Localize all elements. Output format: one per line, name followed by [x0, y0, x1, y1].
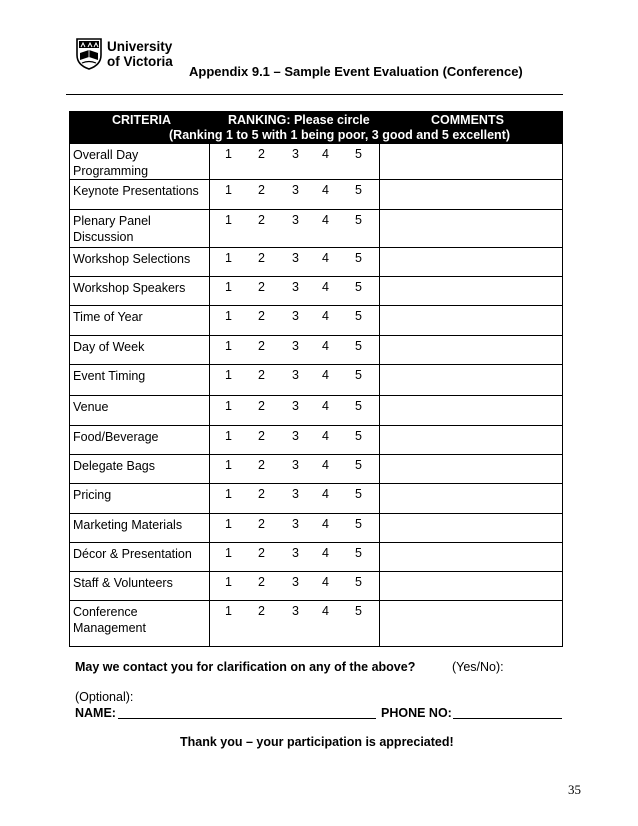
table-row	[70, 543, 563, 572]
rating-option[interactable]: 3	[292, 458, 299, 472]
rating-option[interactable]: 3	[292, 575, 299, 589]
criteria-cell	[70, 601, 210, 647]
rating-option[interactable]: 4	[322, 546, 329, 560]
rating-option[interactable]: 4	[322, 368, 329, 382]
table-row	[70, 572, 563, 601]
criteria-header: CRITERIA	[112, 113, 172, 127]
comments-cell[interactable]	[380, 543, 563, 572]
ranking-cell	[210, 514, 380, 543]
criteria-cell	[70, 455, 210, 484]
table-row	[70, 455, 563, 484]
rating-option[interactable]: 5	[355, 368, 362, 382]
ranking-note: (Ranking 1 to 5 with 1 being poor, 3 good and 5 excellent)	[169, 128, 511, 142]
rating-option[interactable]: 3	[292, 339, 299, 353]
ranking-cell	[210, 543, 380, 572]
criteria-label: Food/Beverage	[73, 430, 159, 444]
comments-cell[interactable]	[380, 336, 563, 365]
page-number: 35	[568, 782, 581, 797]
rating-option[interactable]: 1	[225, 429, 232, 443]
rating-option[interactable]: 3	[292, 251, 299, 265]
rating-option[interactable]: 1	[225, 147, 232, 161]
table-row	[70, 306, 563, 336]
table-row	[70, 180, 563, 210]
rating-option[interactable]: 2	[258, 517, 265, 531]
comments-cell[interactable]	[380, 306, 563, 336]
rating-option[interactable]: 5	[355, 575, 362, 589]
rating-option[interactable]: 4	[322, 309, 329, 323]
comments-cell[interactable]	[380, 248, 563, 277]
rating-option[interactable]: 2	[258, 429, 265, 443]
comments-cell[interactable]	[380, 514, 563, 543]
rating-option[interactable]: 3	[292, 147, 299, 161]
rating-option[interactable]: 4	[322, 339, 329, 353]
rating-option[interactable]: 1	[225, 604, 232, 618]
rating-option[interactable]: 2	[258, 147, 265, 161]
comments-cell[interactable]	[380, 210, 563, 248]
rating-option[interactable]: 4	[322, 280, 329, 294]
phone-label: PHONE NO:	[381, 706, 452, 720]
criteria-label: Management	[73, 621, 146, 635]
ranking-cell	[210, 365, 380, 396]
table-row	[70, 426, 563, 455]
criteria-label: Event Timing	[73, 369, 146, 383]
rating-option[interactable]: 2	[258, 368, 265, 382]
criteria-label: Plenary Panel	[73, 214, 151, 228]
rating-option[interactable]: 4	[322, 251, 329, 265]
table-row	[70, 210, 563, 248]
ranking-cell	[210, 426, 380, 455]
ranking-cell	[210, 306, 380, 336]
rating-option[interactable]: 2	[258, 399, 265, 413]
criteria-label: Venue	[73, 400, 109, 414]
rating-option[interactable]: 1	[225, 251, 232, 265]
table-row	[70, 396, 563, 426]
comments-cell[interactable]	[380, 144, 563, 180]
rating-option[interactable]: 5	[355, 309, 362, 323]
criteria-cell	[70, 180, 210, 210]
crest-icon	[76, 38, 102, 70]
table-row	[70, 484, 563, 514]
comments-cell[interactable]	[380, 484, 563, 514]
rating-option[interactable]: 5	[355, 604, 362, 618]
university-logo	[76, 38, 176, 72]
comments-cell[interactable]	[380, 455, 563, 484]
rating-option[interactable]: 2	[258, 251, 265, 265]
rating-option[interactable]: 2	[258, 280, 265, 294]
criteria-label: Workshop Speakers	[73, 281, 186, 295]
rating-option[interactable]: 5	[355, 251, 362, 265]
criteria-label: Overall Day	[73, 148, 139, 162]
name-field[interactable]	[118, 718, 376, 719]
comments-cell[interactable]	[380, 365, 563, 396]
rating-option[interactable]: 2	[258, 487, 265, 501]
rating-option[interactable]: 4	[322, 487, 329, 501]
rating-option[interactable]: 2	[258, 339, 265, 353]
rating-option[interactable]: 3	[292, 213, 299, 227]
rating-option[interactable]: 1	[225, 487, 232, 501]
rating-option[interactable]: 2	[258, 309, 265, 323]
rating-option[interactable]: 5	[355, 458, 362, 472]
ranking-cell	[210, 396, 380, 426]
criteria-cell	[70, 336, 210, 365]
rating-option[interactable]: 2	[258, 183, 265, 197]
rating-option[interactable]: 1	[225, 368, 232, 382]
rating-option[interactable]: 1	[225, 575, 232, 589]
ranking-cell	[210, 336, 380, 365]
logo-line2: of Victoria	[107, 54, 173, 69]
ranking-cell	[210, 144, 380, 180]
rating-option[interactable]: 1	[225, 183, 232, 197]
phone-field[interactable]	[453, 718, 562, 719]
rating-option[interactable]: 3	[292, 604, 299, 618]
logo-line1: University	[107, 39, 173, 54]
rating-option[interactable]: 4	[322, 213, 329, 227]
table-header-row	[70, 112, 563, 144]
rating-option[interactable]: 2	[258, 546, 265, 560]
rating-option[interactable]: 3	[292, 487, 299, 501]
criteria-cell	[70, 514, 210, 543]
rating-option[interactable]: 5	[355, 487, 362, 501]
rating-option[interactable]: 4	[322, 604, 329, 618]
table-row	[70, 336, 563, 365]
rating-option[interactable]: 5	[355, 147, 362, 161]
ranking-cell	[210, 601, 380, 647]
criteria-label: Pricing	[73, 488, 112, 502]
rating-option[interactable]: 2	[258, 604, 265, 618]
rating-option[interactable]: 1	[225, 517, 232, 531]
logo-wordmark	[107, 39, 173, 69]
rating-option[interactable]: 5	[355, 517, 362, 531]
criteria-cell	[70, 365, 210, 396]
rating-option[interactable]: 5	[355, 399, 362, 413]
rating-option[interactable]: 1	[225, 213, 232, 227]
criteria-label: Programming	[73, 164, 149, 178]
criteria-cell	[70, 210, 210, 248]
criteria-label: Delegate Bags	[73, 459, 156, 473]
rating-option[interactable]: 1	[225, 458, 232, 472]
comments-cell[interactable]	[380, 426, 563, 455]
criteria-cell	[70, 396, 210, 426]
table-row	[70, 277, 563, 306]
criteria-cell	[70, 484, 210, 514]
optional-label: (Optional):	[75, 690, 134, 704]
rating-option[interactable]: 1	[225, 309, 232, 323]
rating-option[interactable]: 3	[292, 309, 299, 323]
rating-option[interactable]: 3	[292, 183, 299, 197]
rating-option[interactable]: 2	[258, 458, 265, 472]
ranking-cell	[210, 277, 380, 306]
comments-cell[interactable]	[380, 396, 563, 426]
rating-option[interactable]: 4	[322, 399, 329, 413]
table-row	[70, 601, 563, 647]
rating-option[interactable]: 3	[292, 280, 299, 294]
rating-option[interactable]: 2	[258, 213, 265, 227]
page-title: Appendix 9.1 – Sample Event Evaluation (Conference)	[189, 64, 523, 79]
criteria-cell	[70, 543, 210, 572]
ranking-cell	[210, 484, 380, 514]
thank-you-message: Thank you – your participation is appreciated!	[180, 735, 454, 749]
rating-option[interactable]: 5	[355, 183, 362, 197]
yes-no-prompt[interactable]: (Yes/No):	[452, 660, 504, 674]
rating-option[interactable]: 4	[322, 517, 329, 531]
criteria-label: Time of Year	[73, 310, 143, 324]
rating-option[interactable]: 5	[355, 280, 362, 294]
criteria-cell	[70, 306, 210, 336]
rating-option[interactable]: 5	[355, 339, 362, 353]
rating-option[interactable]: 5	[355, 429, 362, 443]
ranking-cell	[210, 248, 380, 277]
rating-option[interactable]: 3	[292, 517, 299, 531]
criteria-cell	[70, 277, 210, 306]
rating-option[interactable]: 1	[225, 546, 232, 560]
rating-option[interactable]: 3	[292, 368, 299, 382]
table-row	[70, 144, 563, 180]
criteria-label: Workshop Selections	[73, 252, 191, 266]
criteria-cell	[70, 144, 210, 180]
rating-option[interactable]: 4	[322, 458, 329, 472]
criteria-cell	[70, 248, 210, 277]
comments-cell[interactable]	[380, 180, 563, 210]
rating-option[interactable]: 4	[322, 429, 329, 443]
criteria-label: Day of Week	[73, 340, 145, 354]
rating-option[interactable]: 4	[322, 147, 329, 161]
comments-cell[interactable]	[380, 277, 563, 306]
table-row	[70, 365, 563, 396]
rating-option[interactable]: 3	[292, 429, 299, 443]
comments-cell[interactable]	[380, 601, 563, 647]
table-header	[70, 112, 563, 144]
ranking-cell	[210, 572, 380, 601]
rating-option[interactable]: 5	[355, 213, 362, 227]
rating-option[interactable]: 2	[258, 575, 265, 589]
rating-option[interactable]: 3	[292, 399, 299, 413]
ranking-cell	[210, 210, 380, 248]
rating-option[interactable]: 5	[355, 546, 362, 560]
criteria-label: Conference	[73, 605, 138, 619]
rating-option[interactable]: 1	[225, 339, 232, 353]
ranking-header: RANKING: Please circle	[228, 113, 370, 127]
comments-cell[interactable]	[380, 572, 563, 601]
criteria-label: Marketing Materials	[73, 518, 183, 532]
criteria-label: Discussion	[73, 230, 134, 244]
rating-option[interactable]: 1	[225, 399, 232, 413]
criteria-label: Keynote Presentations	[73, 184, 199, 198]
rating-option[interactable]: 4	[322, 575, 329, 589]
ranking-cell	[210, 455, 380, 484]
evaluation-table	[69, 111, 563, 647]
rating-option[interactable]: 3	[292, 546, 299, 560]
rating-option[interactable]: 4	[322, 183, 329, 197]
criteria-cell	[70, 426, 210, 455]
title-divider	[66, 94, 563, 95]
rating-option[interactable]: 1	[225, 280, 232, 294]
name-label: NAME:	[75, 706, 116, 720]
table-row	[70, 248, 563, 277]
criteria-cell	[70, 572, 210, 601]
criteria-label: Décor & Presentation	[73, 547, 192, 561]
comments-header: COMMENTS	[431, 113, 504, 127]
criteria-label: Staff & Volunteers	[73, 576, 173, 590]
table-row	[70, 514, 563, 543]
contact-question: May we contact you for clarification on any of the above?	[75, 660, 416, 674]
ranking-cell	[210, 180, 380, 210]
